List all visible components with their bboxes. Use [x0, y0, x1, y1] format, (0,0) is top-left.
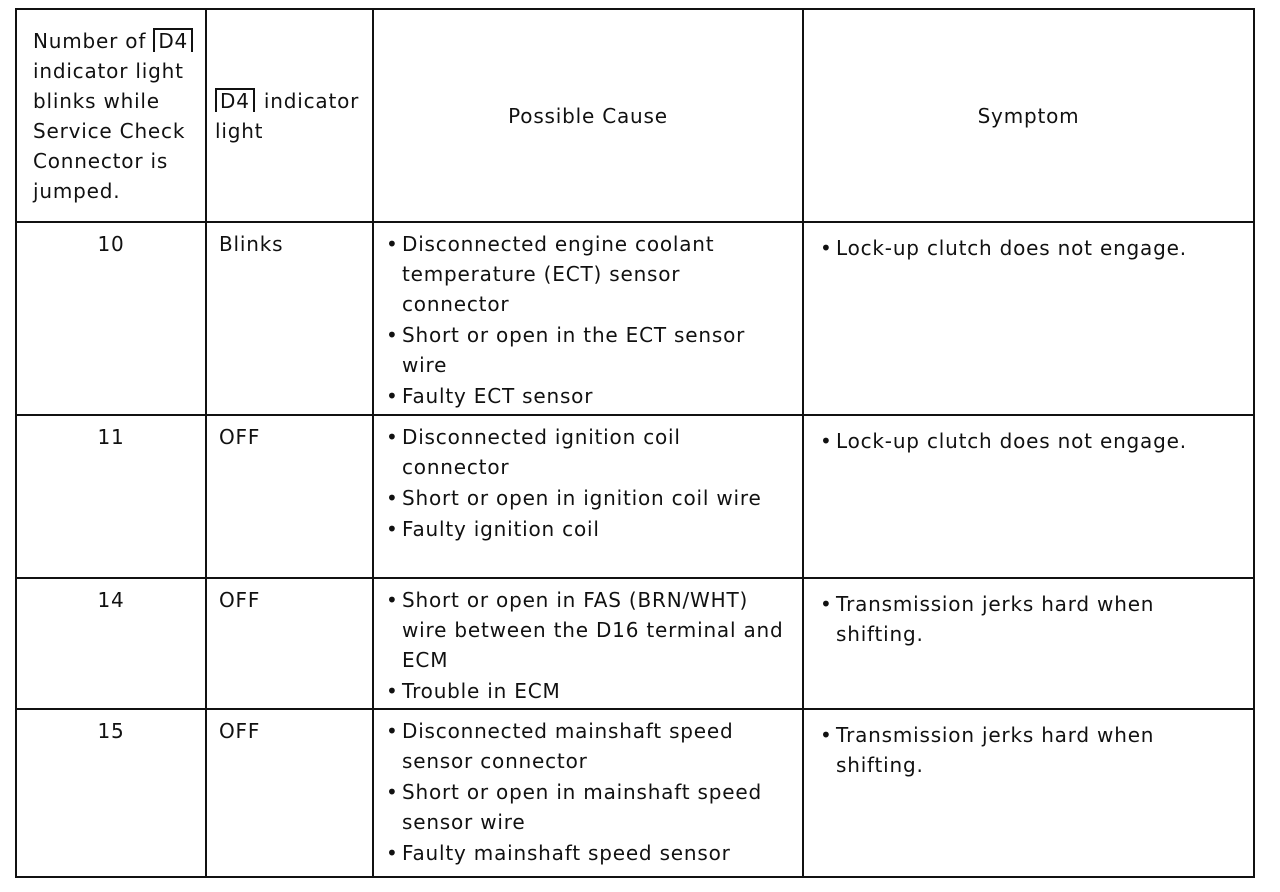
- cause-item: • Disconnected engine coolant temperature (ECT) sensor connector: [384, 229, 792, 319]
- diagnostic-table: [15, 8, 1255, 878]
- table-row: [16, 578, 1254, 709]
- d4-indicator-symbol: D4: [215, 88, 255, 112]
- code-cell: 14: [16, 578, 206, 709]
- cause-item: • Disconnected mainshaft speed sensor connector: [384, 716, 792, 776]
- symptom-cell: [803, 415, 1254, 578]
- cause-cell: [373, 415, 803, 578]
- symptom-item: • Transmission jerks hard when shifting.: [818, 589, 1243, 649]
- code-cell: 11: [16, 415, 206, 578]
- symptom-item: • Lock-up clutch does not engage.: [818, 426, 1243, 456]
- code-cell: 15: [16, 709, 206, 877]
- header-light-suffix: indicator light: [215, 89, 360, 143]
- light-cell: OFF: [206, 578, 373, 709]
- cause-item: • Short or open in FAS (BRN/WHT) wire between the D16 terminal and ECM: [384, 585, 792, 675]
- symptom-item: • Lock-up clutch does not engage.: [818, 233, 1243, 263]
- header-row: [16, 9, 1254, 222]
- header-blinks-prefix: Number of: [33, 29, 147, 53]
- code-cell: 10: [16, 222, 206, 415]
- symptom-item: • Transmission jerks hard when shifting.: [818, 720, 1243, 780]
- cause-item: • Short or open in the ECT sensor wire: [384, 320, 792, 380]
- header-cause-label: Possible Cause: [508, 103, 668, 128]
- header-possible-cause: [373, 9, 803, 222]
- cause-cell: [373, 709, 803, 877]
- header-symptom: [803, 9, 1254, 222]
- header-blinks-suffix: indicator light blinks while Service Check Connector is jumped.: [33, 59, 186, 203]
- light-cell: OFF: [206, 415, 373, 578]
- cause-item: • Short or open in ignition coil wire: [384, 483, 792, 513]
- symptom-cell: [803, 709, 1254, 877]
- cause-item: • Faulty mainshaft speed sensor: [384, 838, 792, 868]
- cause-item: • Trouble in ECM: [384, 676, 792, 706]
- header-symptom-label: Symptom: [977, 103, 1080, 128]
- cause-item: • Disconnected ignition coil connector: [384, 422, 792, 482]
- cause-item: • Faulty ECT sensor: [384, 381, 792, 411]
- symptom-cell: [803, 578, 1254, 709]
- table-row: [16, 222, 1254, 415]
- cause-cell: [373, 222, 803, 415]
- table-row: [16, 709, 1254, 877]
- cause-cell: [373, 578, 803, 709]
- table-row: [16, 415, 1254, 578]
- header-blink-count: [16, 9, 206, 222]
- light-cell: Blinks: [206, 222, 373, 415]
- d4-indicator-symbol: D4: [153, 28, 193, 52]
- header-indicator-light: [206, 9, 373, 222]
- symptom-cell: [803, 222, 1254, 415]
- cause-item: • Faulty ignition coil: [384, 514, 792, 544]
- cause-item: • Short or open in mainshaft speed sensor wire: [384, 777, 792, 837]
- light-cell: OFF: [206, 709, 373, 877]
